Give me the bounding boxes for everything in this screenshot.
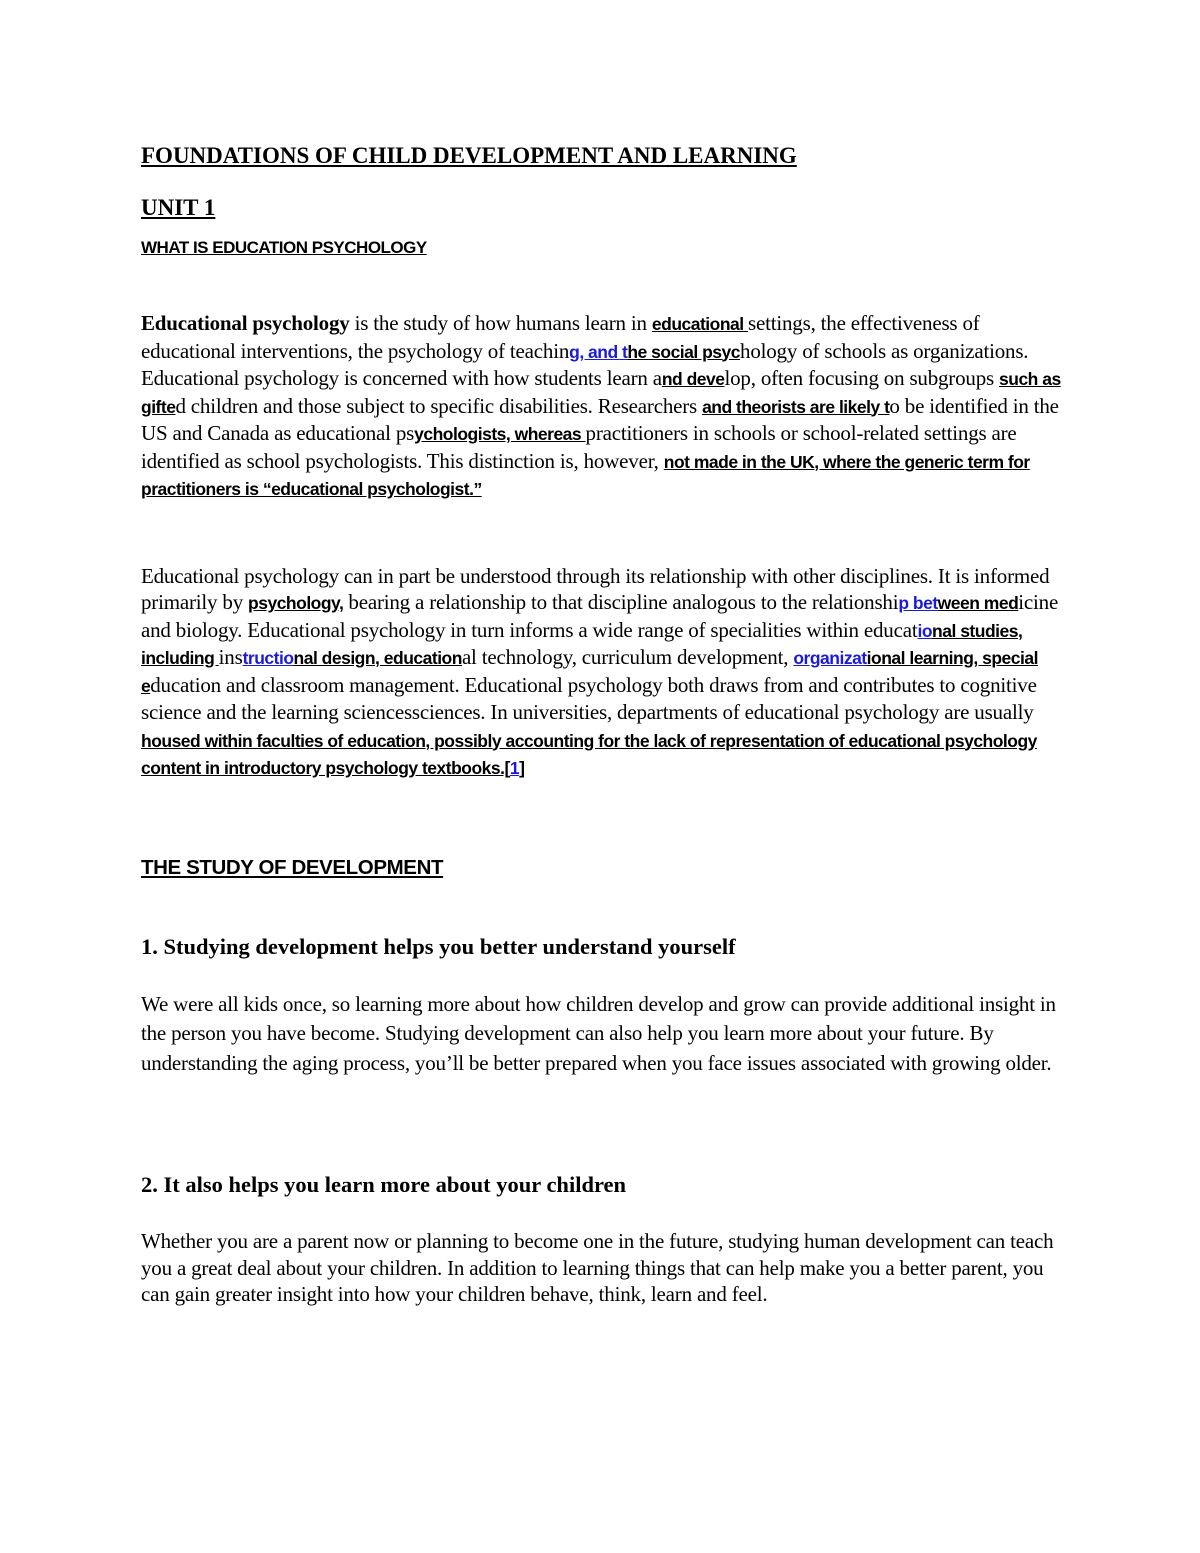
text-run: o be identified in the US and Canada as educational ps <box>141 393 1059 445</box>
unit-heading: UNIT 1 <box>141 195 216 220</box>
link-design[interactable]: nal design, education <box>293 648 462 668</box>
link-special-education[interactable]: ional learning, special e <box>141 648 1038 696</box>
paragraph-educational-psychology <box>141 310 1066 503</box>
text-run: bearing a relationship to that discipline analogous to the relationshi <box>343 590 899 614</box>
text-run: Educational psychology can in part be understood through its relationship with other disciplines. It is informed primarily by <box>141 563 1050 614</box>
paragraph-understand-yourself: We were all kids once, so learning more about how children develop and grow can provide additional insight in the person you have become. Studying development can also help you learn more about your future. By understanding the aging process, you’ll be better prepared when you face issues associated with growing older. <box>141 991 1056 1075</box>
text-run: is the study of how humans learn in <box>349 311 652 335</box>
link-between[interactable]: p bet <box>898 593 938 613</box>
link-instructional[interactable]: tructio <box>242 648 294 668</box>
text-run: al technology, curriculum development, <box>461 645 794 669</box>
citation-link[interactable]: 1 <box>509 758 520 778</box>
link-develop[interactable]: nd deve <box>661 369 725 389</box>
text-run: hology of schools as organizations. Educational psychology is concerned with how students learn a <box>141 338 1029 390</box>
link-medicine[interactable]: ween med <box>937 593 1019 613</box>
link-psychology[interactable]: psychology, <box>248 593 344 613</box>
text-run: ducation and classroom management. Educational psychology both draws from and contributes to cognitive science and the learning sciencessciences. In universities, departments of educational psychology are usually <box>141 672 1037 724</box>
bold-term: Educational psychology <box>141 311 350 335</box>
citation-bracket: ] <box>519 758 525 778</box>
text-run: ins <box>218 645 243 669</box>
text-run: icine and biology. Educational psychology in turn informs a wide range of specialities within educat <box>141 590 1059 642</box>
text-run: lop, often focusing on subgroups <box>724 366 1000 390</box>
link-gifted[interactable]: such as gifte <box>141 369 1061 417</box>
document-page <box>141 140 1066 1308</box>
link-theorists[interactable]: and theorists are likely t <box>702 396 890 417</box>
link-io[interactable]: io <box>917 620 933 641</box>
paragraph-your-children: Whether you are a parent now or planning to become one in the future, studying human development can teach you a great deal about your children. In addition to learning things that can help make you a better parent, you can gain greater insight into how your children behave, think, learn and feel. <box>141 1229 1054 1306</box>
link-studies[interactable]: nal studies, including <box>141 620 1023 668</box>
link-educational[interactable]: educational <box>651 314 748 334</box>
link-uk-term[interactable]: not made in the UK, where the generic term for practitioners is “educational psychologist.” <box>141 451 1030 499</box>
text-run: d children and those subject to specific disabilities. Researchers <box>175 393 703 418</box>
paragraph-disciplines <box>141 563 1066 782</box>
link-social-psychology[interactable]: he social psyc <box>627 341 741 362</box>
document-title: FOUNDATIONS OF CHILD DEVELOPMENT AND LEARNING <box>141 143 797 168</box>
link-organizational[interactable]: organizat <box>793 648 867 668</box>
numbered-heading-2: 2. It also helps you learn more about your children <box>141 1172 627 1197</box>
link-and[interactable]: g, and t <box>569 341 628 362</box>
link-housed[interactable]: housed within faculties of education, possibly accounting for the lack of representation of educational psychology content in introductory psychology textbooks.[ <box>141 730 1037 778</box>
text-run: practitioners in schools or school-related settings are identified as school psychologists. This distinction is, however, <box>141 421 1017 473</box>
numbered-heading-1: 1. Studying development helps you better understand yourself <box>141 933 736 959</box>
section-heading: WHAT IS EDUCATION PSYCHOLOGY <box>141 238 427 257</box>
link-psychologists[interactable]: ychologists, whereas <box>414 424 586 444</box>
study-heading: THE STUDY OF DEVELOPMENT <box>141 855 444 879</box>
text-run: settings, the effectiveness of educational interventions, the psychology of teachin <box>141 311 980 363</box>
